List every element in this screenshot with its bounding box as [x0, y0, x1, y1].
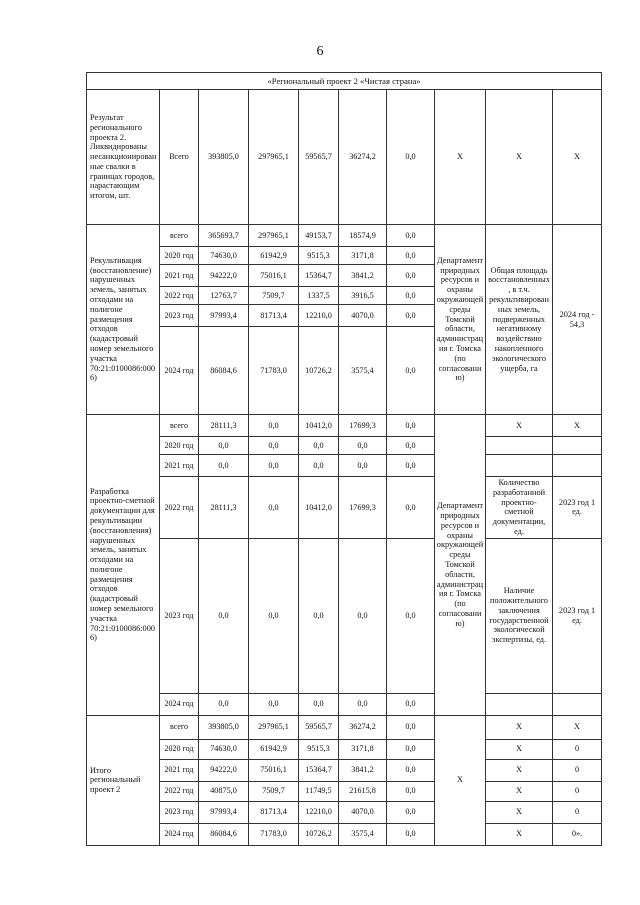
period-label: 2021 год [160, 265, 199, 287]
indicator-cell: X [486, 759, 553, 781]
period-label: 2023 год [160, 538, 199, 693]
total-value: 97993,4 [199, 305, 249, 327]
other-value: 0,0 [387, 759, 435, 781]
executor-cell: X [435, 715, 486, 845]
period-label: всего [160, 715, 199, 739]
period-label: 2024 год [160, 823, 199, 845]
indicator-cell: Общая площадь восстановленных, в т.ч. рекультивированных земель, подверженных негативному воздействию накопленного экологического ущерба, га [486, 225, 553, 415]
indicator-cell: X [486, 781, 553, 801]
indicator-value-cell: 2023 год 1 ед. [553, 477, 602, 539]
period-label: 2024 год [160, 327, 199, 415]
design-docs-row [87, 477, 602, 539]
other-value: 0,0 [387, 265, 435, 287]
other-value: 0,0 [387, 437, 435, 455]
empty-cell [486, 693, 553, 715]
result-period: Всего [160, 90, 199, 225]
federal-value: 61942,9 [249, 247, 299, 265]
total-value: 86084,6 [199, 823, 249, 845]
total-row [87, 759, 602, 781]
other-value: 0,0 [387, 801, 435, 823]
local-value: 0,0 [339, 538, 387, 693]
design-docs-row [87, 437, 602, 455]
federal-value: 0,0 [249, 693, 299, 715]
period-label: всего [160, 225, 199, 247]
regional-value: 49153,7 [299, 225, 339, 247]
recultivation-row [87, 225, 602, 247]
indicator-cell: X [486, 801, 553, 823]
period-label: всего [160, 415, 199, 437]
local-value: 3841,2 [339, 265, 387, 287]
executor-cell: Департамент природных ресурсов и охраны окружающей среды Томской области, администрация г. Томска (по согласованию) [435, 415, 486, 716]
total-row [87, 781, 602, 801]
other-value: 0,0 [387, 327, 435, 415]
executor-cell: X [435, 90, 486, 225]
regional-value: 9515,3 [299, 739, 339, 759]
federal-value: 7509,7 [249, 287, 299, 305]
other-value: 0,0 [387, 477, 435, 539]
indicator-value-cell: 0». [553, 823, 602, 845]
federal-value: 75016,1 [249, 265, 299, 287]
period-label: 2020 год [160, 247, 199, 265]
local-value: 17699,3 [339, 477, 387, 539]
regional-value: 10412,0 [299, 415, 339, 437]
total-value: 28111,3 [199, 415, 249, 437]
other-value: 0,0 [387, 247, 435, 265]
local-value: 3171,8 [339, 739, 387, 759]
design-docs-row [87, 538, 602, 693]
total-row [87, 801, 602, 823]
total-value: 365693,7 [199, 225, 249, 247]
total-value: 94222,0 [199, 265, 249, 287]
project-title-row [87, 73, 602, 90]
other-value: 0,0 [387, 781, 435, 801]
regional-value: 59565,7 [299, 715, 339, 739]
period-label: 2022 год [160, 781, 199, 801]
period-label: 2023 год [160, 305, 199, 327]
indicator-cell: X [486, 739, 553, 759]
indicator-value-cell: 0 [553, 759, 602, 781]
period-label: 2022 год [160, 477, 199, 539]
period-label: 2024 год [160, 693, 199, 715]
total-value: 94222,0 [199, 759, 249, 781]
regional-value: 12210,0 [299, 801, 339, 823]
other-value: 0,0 [387, 415, 435, 437]
federal-value: 0,0 [249, 437, 299, 455]
total-value: 0,0 [199, 693, 249, 715]
empty-cell [486, 437, 553, 455]
regional-value: 10726,2 [299, 327, 339, 415]
regional-value: 15364,7 [299, 759, 339, 781]
regional-value: 11749,5 [299, 781, 339, 801]
indicator-value-cell: 2023 год 1 ед. [553, 538, 602, 693]
regional-value: 59565,7 [299, 90, 339, 225]
local-value: 18574,9 [339, 225, 387, 247]
design-docs-row [87, 415, 602, 437]
other-value: 0,0 [387, 225, 435, 247]
federal-value: 81713,4 [249, 801, 299, 823]
local-value: 3575,4 [339, 327, 387, 415]
other-value: 0,0 [387, 305, 435, 327]
total-value: 86084,6 [199, 327, 249, 415]
period-label: 2020 год [160, 437, 199, 455]
result-name: Результат регионального проекта 2. Ликвидированы несанкционированные свалки в границах городов, нарастающим итогом, шт. [87, 90, 160, 225]
local-value: 3916,5 [339, 287, 387, 305]
federal-value: 81713,4 [249, 305, 299, 327]
federal-value: 71783,0 [249, 327, 299, 415]
local-value: 21615,8 [339, 781, 387, 801]
design-docs-name: Разработка проектно-сметной документации для рекультивации (восстановления) нарушенных земель, занятых отходами на полигоне размещения отходов (кадастровый номер земельного участка 70:21:0100086:0006) [87, 415, 160, 716]
total-value: 97993,4 [199, 801, 249, 823]
federal-value: 297965,1 [249, 715, 299, 739]
other-value: 0,0 [387, 455, 435, 477]
indicator-value-cell: 2024 год - 54,3 [553, 225, 602, 415]
federal-value: 0,0 [249, 538, 299, 693]
federal-value: 61942,9 [249, 739, 299, 759]
total-value: 40875,0 [199, 781, 249, 801]
regional-value: 1337,5 [299, 287, 339, 305]
regional-value: 0,0 [299, 455, 339, 477]
period-label: 2020 год [160, 739, 199, 759]
empty-cell [553, 455, 602, 477]
period-label: 2021 год [160, 455, 199, 477]
indicator-value-cell: 0 [553, 781, 602, 801]
period-label: 2023 год [160, 801, 199, 823]
federal-value: 0,0 [249, 455, 299, 477]
total-value: 0,0 [199, 455, 249, 477]
design-docs-row [87, 693, 602, 715]
regional-value: 10412,0 [299, 477, 339, 539]
federal-value: 297965,1 [249, 225, 299, 247]
local-value: 3575,4 [339, 823, 387, 845]
other-value: 0,0 [387, 739, 435, 759]
local-value: 0,0 [339, 437, 387, 455]
federal-value: 0,0 [249, 477, 299, 539]
indicator-cell: Количество разработанной проектно-сметной документации, ед. [486, 477, 553, 539]
total-value: 0,0 [199, 437, 249, 455]
period-label: 2022 год [160, 287, 199, 305]
local-value: 4070,0 [339, 801, 387, 823]
empty-cell [553, 437, 602, 455]
local-value: 4070,0 [339, 305, 387, 327]
total-row [87, 715, 602, 739]
local-value: 0,0 [339, 455, 387, 477]
local-value: 3171,8 [339, 247, 387, 265]
design-docs-row [87, 455, 602, 477]
local-value: 36274,2 [339, 715, 387, 739]
local-value: 0,0 [339, 693, 387, 715]
total-value: 74630,0 [199, 739, 249, 759]
regional-value: 0,0 [299, 538, 339, 693]
indicator-cell: X [486, 715, 553, 739]
total-value: 393805,0 [199, 715, 249, 739]
regional-project-table [86, 72, 602, 846]
indicator-value-cell: 0 [553, 801, 602, 823]
total-value: 28111,3 [199, 477, 249, 539]
total-row [87, 739, 602, 759]
total-value: 74630,0 [199, 247, 249, 265]
project-title: «Региональный проект 2 «Чистая страна» [87, 73, 602, 90]
regional-value: 0,0 [299, 437, 339, 455]
other-value: 0,0 [387, 90, 435, 225]
executor-cell: Департамент природных ресурсов и охраны окружающей среды Томской области, администрация г. Томска (по согласованию) [435, 225, 486, 415]
indicator-cell: X [486, 823, 553, 845]
local-value: 36274,2 [339, 90, 387, 225]
empty-cell [486, 455, 553, 477]
federal-value: 71783,0 [249, 823, 299, 845]
other-value: 0,0 [387, 823, 435, 845]
period-label: 2021 год [160, 759, 199, 781]
federal-value: 0,0 [249, 415, 299, 437]
regional-value: 10726,2 [299, 823, 339, 845]
result-row [87, 90, 602, 225]
federal-value: 297965,1 [249, 90, 299, 225]
regional-value: 9515,3 [299, 247, 339, 265]
local-value: 3841,2 [339, 759, 387, 781]
federal-value: 75016,1 [249, 759, 299, 781]
total-value: 393805,0 [199, 90, 249, 225]
indicator-cell: Наличие положительного заключения государственной экологической экспертизы, ед. [486, 538, 553, 693]
local-value: 17699,3 [339, 415, 387, 437]
other-value: 0,0 [387, 287, 435, 305]
total-value: 12763,7 [199, 287, 249, 305]
other-value: 0,0 [387, 715, 435, 739]
total-name: Итого региональный проект 2 [87, 715, 160, 845]
indicator-value-cell: 0 [553, 739, 602, 759]
indicator-value-cell: X [553, 715, 602, 739]
regional-value: 15364,7 [299, 265, 339, 287]
indicator-cell: X [486, 415, 553, 437]
other-value: 0,0 [387, 693, 435, 715]
total-row [87, 823, 602, 845]
empty-cell [553, 693, 602, 715]
total-value: 0,0 [199, 538, 249, 693]
other-value: 0,0 [387, 538, 435, 693]
recultivation-name: Рекультивация (восстановление) нарушенных земель, занятых отходами на полигоне размещения отходов (кадастровый номер земельного участка 70:21:0100086:0006) [87, 225, 160, 415]
regional-value: 0,0 [299, 693, 339, 715]
regional-value: 12210,0 [299, 305, 339, 327]
indicator-value-cell: X [553, 90, 602, 225]
indicator-cell: X [486, 90, 553, 225]
page-number: 6 [316, 44, 324, 59]
federal-value: 7509,7 [249, 781, 299, 801]
indicator-value-cell: X [553, 415, 602, 437]
